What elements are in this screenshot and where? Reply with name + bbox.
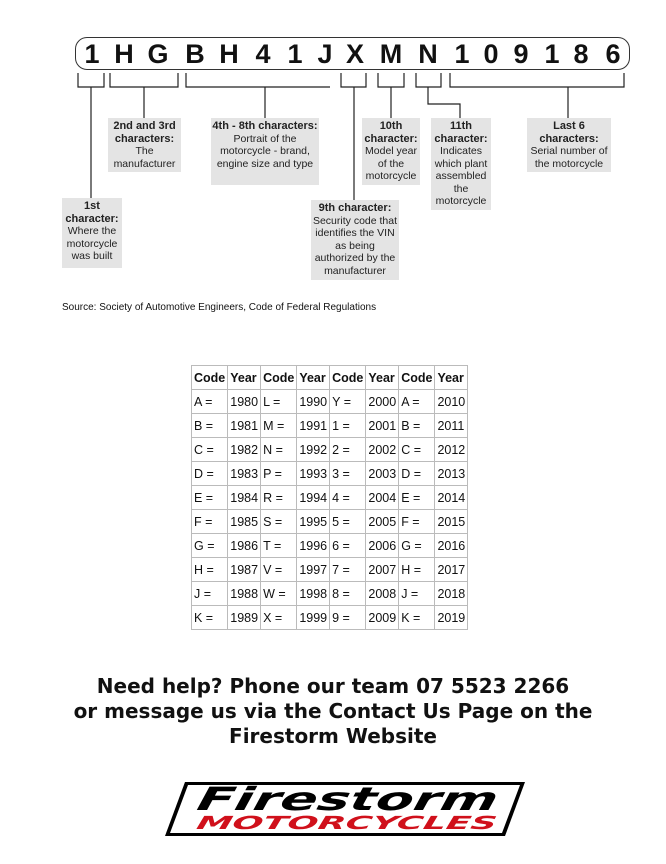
table-row	[192, 606, 468, 630]
year-cell: 1990	[297, 390, 330, 414]
year-cell: 1996	[297, 534, 330, 558]
vin-character: H	[114, 39, 134, 69]
code-cell: F =	[399, 510, 435, 534]
box-text: Where the motorcycle was built	[66, 225, 118, 262]
year-cell: 1987	[228, 558, 261, 582]
table-row	[192, 438, 468, 462]
code-cell: D =	[399, 462, 435, 486]
table-row	[192, 534, 468, 558]
code-cell: 7 =	[330, 558, 366, 582]
year-cell: 2014	[435, 486, 468, 510]
year-cell: 1983	[228, 462, 261, 486]
year-cell: 2013	[435, 462, 468, 486]
code-cell: L =	[261, 390, 297, 414]
vin-character: 1	[454, 39, 470, 69]
year-cell: 1993	[297, 462, 330, 486]
table-row	[192, 462, 468, 486]
bracket-2-3	[110, 73, 178, 118]
bracket-10	[378, 73, 404, 118]
year-cell: 2006	[366, 534, 399, 558]
year-cell: 1999	[297, 606, 330, 630]
year-cell: 2003	[366, 462, 399, 486]
year-cell: 1998	[297, 582, 330, 606]
code-cell: 8 =	[330, 582, 366, 606]
vin-character: X	[345, 39, 364, 69]
column-header: Code	[330, 366, 366, 390]
vin-character: 1	[544, 39, 560, 69]
code-cell: B =	[192, 414, 228, 438]
source-note: Source: Society of Automotive Engineers, Code of Federal Regulations	[62, 302, 377, 313]
column-header: Code	[192, 366, 228, 390]
firestorm-logo	[163, 780, 528, 838]
vin-character: 1	[84, 39, 100, 69]
vin-character: N	[418, 39, 438, 69]
vin-character: 0	[483, 39, 499, 69]
table-row	[192, 486, 468, 510]
code-cell: 4 =	[330, 486, 366, 510]
box-last-6-characters	[527, 118, 611, 172]
code-cell: 6 =	[330, 534, 366, 558]
code-cell: F =	[192, 510, 228, 534]
code-cell: C =	[399, 438, 435, 462]
year-cell: 2000	[366, 390, 399, 414]
column-header: Year	[366, 366, 399, 390]
box-text: The manufacturer	[113, 145, 176, 170]
code-cell: K =	[399, 606, 435, 630]
code-cell: 2 =	[330, 438, 366, 462]
box-text: Security code that identifies the VIN as being authorized by the manufacturer	[312, 214, 398, 277]
year-cell: 2009	[366, 606, 399, 630]
code-cell: K =	[192, 606, 228, 630]
year-cell: 2016	[435, 534, 468, 558]
code-cell: 9 =	[330, 606, 366, 630]
box-title: Last 6 characters:	[539, 120, 599, 145]
code-cell: C =	[192, 438, 228, 462]
year-cell: 1980	[228, 390, 261, 414]
box-1st-character	[62, 198, 122, 268]
help-line-contact: or message us via the Contact Us Page on the	[73, 699, 593, 723]
year-cell: 1992	[297, 438, 330, 462]
year-cell: 1994	[297, 486, 330, 510]
code-cell: 1 =	[330, 414, 366, 438]
code-cell: 3 =	[330, 462, 366, 486]
year-cell: 2001	[366, 414, 399, 438]
year-cell: 2015	[435, 510, 468, 534]
box-title: 1st character:	[65, 200, 119, 225]
column-header: Year	[297, 366, 330, 390]
year-cell: 2010	[435, 390, 468, 414]
code-cell: J =	[192, 582, 228, 606]
vin-character: 8	[573, 39, 589, 69]
year-cell: 1984	[228, 486, 261, 510]
vin-character: 4	[255, 39, 271, 69]
box-title: 4th - 8th characters:	[212, 120, 318, 132]
bracket-1	[78, 73, 104, 198]
code-cell: E =	[192, 486, 228, 510]
box-9th-character	[311, 200, 399, 280]
code-cell: T =	[261, 534, 297, 558]
logo-motorcycles-text: MOTORCYCLES	[194, 813, 350, 834]
table-row	[192, 558, 468, 582]
table-header-row	[192, 366, 468, 390]
box-title: 10th character:	[364, 120, 418, 145]
vin-character: G	[147, 39, 169, 69]
vin-character: H	[219, 39, 239, 69]
table-row	[192, 390, 468, 414]
year-cell: 1986	[228, 534, 261, 558]
year-cell: 1995	[297, 510, 330, 534]
vin-character: 9	[513, 39, 529, 69]
code-cell: R =	[261, 486, 297, 510]
code-cell: H =	[192, 558, 228, 582]
help-line-website: Firestorm Website	[229, 724, 437, 748]
code-cell: H =	[399, 558, 435, 582]
column-header: Code	[261, 366, 297, 390]
table-row	[192, 414, 468, 438]
code-cell: W =	[261, 582, 297, 606]
code-cell: D =	[192, 462, 228, 486]
column-header: Code	[399, 366, 435, 390]
year-cell: 2004	[366, 486, 399, 510]
bracket-4-8	[186, 73, 330, 118]
code-cell: B =	[399, 414, 435, 438]
year-cell: 2002	[366, 438, 399, 462]
year-cell: 1982	[228, 438, 261, 462]
code-cell: G =	[399, 534, 435, 558]
year-cell: 1988	[228, 582, 261, 606]
code-cell: N =	[261, 438, 297, 462]
box-text: Model year of the motorcycle	[365, 145, 417, 182]
year-cell: 2008	[366, 582, 399, 606]
code-cell: X =	[261, 606, 297, 630]
year-cell: 1997	[297, 558, 330, 582]
logo-firestorm-text: Firestorm	[193, 780, 378, 818]
help-line-phone: Need help? Phone our team 07 5523 2266	[96, 674, 570, 698]
box-text: Indicates which plant assembled the motorcycle	[434, 145, 488, 207]
year-cell: 1991	[297, 414, 330, 438]
year-cell: 2011	[435, 414, 468, 438]
code-cell: 5 =	[330, 510, 366, 534]
bracket-last-6	[450, 73, 624, 118]
box-title: 9th character:	[318, 202, 392, 214]
vin-character: 6	[605, 39, 621, 69]
vin-character: 1	[287, 39, 303, 69]
year-cell: 2018	[435, 582, 468, 606]
box-11th-character	[431, 118, 491, 210]
table-row	[192, 510, 468, 534]
vin-character: J	[317, 39, 333, 69]
box-title: 2nd and 3rd characters:	[113, 120, 176, 145]
column-header: Year	[228, 366, 261, 390]
code-cell: P =	[261, 462, 297, 486]
column-header: Year	[435, 366, 468, 390]
code-cell: Y =	[330, 390, 366, 414]
box-text: Serial number of the motorcycle	[530, 145, 608, 170]
code-cell: E =	[399, 486, 435, 510]
box-title: 11th character:	[434, 120, 488, 145]
code-cell: G =	[192, 534, 228, 558]
bracket-11	[416, 73, 460, 118]
code-cell: A =	[192, 390, 228, 414]
year-code-table	[191, 365, 468, 630]
help-text	[0, 674, 666, 749]
code-cell: M =	[261, 414, 297, 438]
year-cell: 2012	[435, 438, 468, 462]
year-cell: 1989	[228, 606, 261, 630]
year-cell: 2017	[435, 558, 468, 582]
box-4th-8th-characters	[211, 118, 319, 185]
table-row	[192, 582, 468, 606]
vin-character: M	[379, 39, 403, 69]
box-2nd-3rd-characters	[108, 118, 181, 172]
year-cell: 1985	[228, 510, 261, 534]
box-text: Portrait of the motorcycle - brand, engine size and type	[216, 132, 314, 170]
code-cell: S =	[261, 510, 297, 534]
code-cell: V =	[261, 558, 297, 582]
vin-character: B	[185, 39, 205, 69]
code-cell: A =	[399, 390, 435, 414]
year-cell: 2019	[435, 606, 468, 630]
year-cell: 2007	[366, 558, 399, 582]
year-cell: 2005	[366, 510, 399, 534]
box-10th-character	[362, 118, 420, 185]
year-cell: 1981	[228, 414, 261, 438]
code-cell: J =	[399, 582, 435, 606]
